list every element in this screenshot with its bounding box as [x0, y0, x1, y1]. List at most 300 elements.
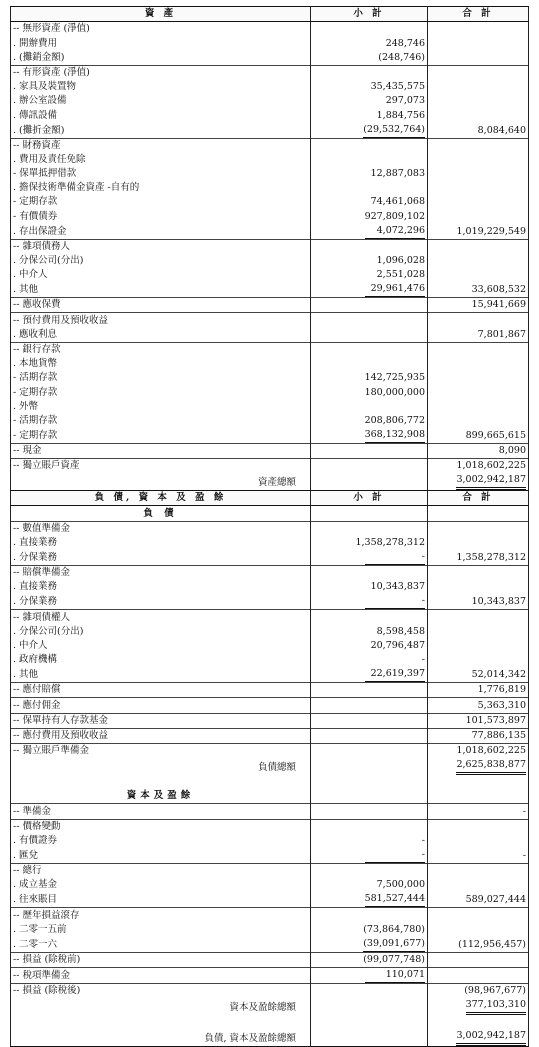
subtotal-value: (99,077,748) [363, 953, 425, 965]
subtotal-cell [311, 536, 428, 550]
subtotal-cell [311, 610, 428, 625]
row-label: -- 雜項債權人 [11, 610, 311, 625]
subtotal-cell [311, 848, 428, 864]
total-cell [428, 594, 529, 610]
row-label: . 中介人 [11, 268, 311, 282]
table-row [11, 998, 529, 1015]
liabilities-section [11, 491, 529, 1047]
row-label: . 有價證券 [11, 834, 311, 848]
subtotal-cell [311, 428, 428, 444]
row-label: . 傳訊設備 [11, 108, 311, 122]
subtotal-cell [311, 1015, 428, 1029]
subtotal-cell [311, 923, 428, 937]
row-label: 資本及盈餘 [11, 789, 311, 804]
subtotal-value: 110,071 [365, 968, 425, 983]
row-label: . 費用及責任免除 [11, 153, 311, 167]
table-row [11, 683, 529, 698]
subtotal-cell [311, 224, 428, 240]
table-row [11, 22, 529, 37]
row-label: . 往來賬目 [11, 892, 311, 908]
subtotal-value: 7,500,000 [376, 879, 425, 891]
subtotal-cell [311, 123, 428, 139]
table-row [11, 775, 529, 789]
table-row [11, 209, 529, 223]
total-cell [428, 521, 529, 536]
subtotal-cell [311, 594, 428, 610]
subtotal-value: (39,091,677) [363, 937, 425, 952]
total-cell [428, 195, 529, 209]
row-label: . 分保業務 [11, 550, 311, 566]
subtotal-value: 8,598,458 [376, 625, 425, 637]
table-row [11, 181, 529, 195]
total-cell [428, 328, 529, 343]
row-label: . 辦公室設備 [11, 94, 311, 108]
total-value: 899,665,615 [465, 429, 526, 441]
row-label: . 應收利息 [11, 328, 311, 343]
subtotal-cell [311, 282, 428, 298]
subtotal-cell [311, 743, 428, 758]
table-row [11, 864, 529, 879]
subtotal-cell [311, 819, 428, 834]
subtotal-cell [311, 728, 428, 743]
row-label: -- 財務資產 [11, 138, 311, 153]
total-value: 77,886,135 [471, 729, 526, 741]
total-value: 1,018,602,225 [456, 460, 526, 472]
table-row [11, 371, 529, 385]
subtotal-cell [311, 209, 428, 223]
total-cell [428, 313, 529, 328]
subtotal-cell [311, 1029, 428, 1047]
table-row [11, 819, 529, 834]
subtotal-cell [311, 371, 428, 385]
row-label: . 直接業務 [11, 580, 311, 594]
table-row [11, 80, 529, 94]
total-value: 1,776,819 [477, 684, 526, 696]
row-label: . 外幣 [11, 400, 311, 414]
total-cell [428, 298, 529, 313]
row-label: - 活期存款 [11, 414, 311, 428]
subtotal-value: 35,435,575 [370, 81, 425, 93]
subtotal-cell [311, 254, 428, 268]
table-row [11, 834, 529, 848]
row-label: . 二零一六 [11, 937, 311, 953]
subtotal-cell [311, 580, 428, 594]
row-label: . 分保公司(分出) [11, 254, 311, 268]
subtotal-cell [311, 328, 428, 343]
table-row [11, 698, 529, 713]
total-cell [428, 804, 529, 819]
row-label: . 直接業務 [11, 536, 311, 550]
row-label: . 成立基金 [11, 878, 311, 892]
total-cell [428, 65, 529, 80]
table-row [11, 878, 529, 892]
row-label: -- 銀行存款 [11, 342, 311, 357]
subtotal-value: 4,072,296 [365, 224, 425, 239]
table-row [11, 937, 529, 953]
table-row [11, 94, 529, 108]
total-heading: 合 計 [428, 7, 529, 22]
assets-section [11, 7, 529, 491]
table-row [11, 728, 529, 743]
subtotal-cell [311, 521, 428, 536]
subtotal-cell [311, 998, 428, 1015]
total-cell [428, 209, 529, 223]
row-label: . 擔保技術準備金資產 -自有的 [11, 181, 311, 195]
total-cell [428, 1029, 529, 1047]
row-label: -- 雜項債務人 [11, 239, 311, 254]
row-label: - 定期存款 [11, 385, 311, 399]
total-value: 52,014,342 [471, 669, 526, 681]
subtotal-cell [311, 108, 428, 122]
table-row [11, 459, 529, 474]
table-row [11, 65, 529, 80]
total-cell [428, 580, 529, 594]
total-value: 7,801,867 [477, 328, 526, 340]
total-cell [428, 342, 529, 357]
total-cell [428, 639, 529, 653]
subtotal-cell [311, 937, 428, 953]
total-cell [428, 937, 529, 953]
subtotal-cell [311, 952, 428, 967]
subtotal-cell [311, 639, 428, 653]
subtotal-value: 297,073 [385, 95, 425, 107]
total-value: 33,608,532 [471, 284, 526, 296]
subtotal-value: - [421, 654, 425, 666]
total-cell [428, 653, 529, 667]
row-label: . (攤折金額) [11, 123, 311, 139]
subtotal-value: 10,343,837 [370, 581, 425, 593]
row-label: - 活期存款 [11, 371, 311, 385]
total-value: - [522, 805, 526, 817]
total-value: 8,090 [498, 445, 526, 457]
liabilities-subheader-row [11, 506, 529, 521]
subtotal-value: 927,809,102 [364, 210, 425, 222]
subtotal-cell [311, 51, 428, 66]
table-row [11, 224, 529, 240]
total-cell [428, 51, 529, 66]
subtotal-cell [311, 698, 428, 713]
row-label: . 家具及裝置物 [11, 80, 311, 94]
subtotal-cell [311, 138, 428, 153]
subtotal-value: - [365, 848, 425, 863]
row-label: -- 歷年損益滾存 [11, 908, 311, 923]
table-row [11, 550, 529, 566]
subtotal-cell [311, 268, 428, 282]
total-value: (98,967,677) [464, 985, 526, 997]
total-cell [428, 728, 529, 743]
total-value: 8,084,640 [477, 124, 526, 136]
subtotal-heading: 小 計 [311, 491, 428, 506]
total-cell [428, 878, 529, 892]
subtotal-cell [311, 181, 428, 195]
total-cell [428, 758, 529, 775]
table-row [11, 153, 529, 167]
subtotal-cell [311, 550, 428, 566]
subtotal-cell [311, 667, 428, 683]
total-cell [428, 1015, 529, 1029]
subtotal-cell [311, 713, 428, 728]
table-row [11, 357, 529, 371]
subtotal-cell [311, 864, 428, 879]
subtotal-cell [311, 804, 428, 819]
table-row [11, 758, 529, 775]
table-row [11, 342, 529, 357]
total-cell [428, 789, 529, 804]
subtotal-cell [311, 342, 428, 357]
total-cell [428, 473, 529, 491]
table-row [11, 952, 529, 967]
total-cell [428, 683, 529, 698]
table-row [11, 1029, 529, 1047]
total-value: 1,358,278,312 [456, 552, 526, 563]
total-cell [428, 167, 529, 181]
subtotal-value: 12,887,083 [370, 168, 425, 180]
table-row [11, 298, 529, 313]
subtotal-value: (248,746) [378, 51, 425, 63]
subtotal-value: 180,000,000 [364, 386, 425, 398]
subtotal-cell [311, 80, 428, 94]
total-cell [428, 459, 529, 474]
table-row [11, 138, 529, 153]
subtotal-value: 22,619,397 [365, 667, 425, 682]
row-label: -- 損益 (除稅後) [11, 983, 311, 998]
table-row [11, 594, 529, 610]
subtotal-value: 29,961,476 [365, 282, 425, 297]
table-row [11, 653, 529, 667]
subtotal-cell [311, 94, 428, 108]
table-row [11, 892, 529, 908]
total-value: 3,002,942,187 [456, 473, 526, 490]
subtotal-value: - [365, 594, 425, 609]
subtotal-value: 248,746 [385, 37, 425, 49]
table-row [11, 123, 529, 139]
total-cell [428, 610, 529, 625]
total-cell [428, 848, 529, 864]
assets-header-row [11, 7, 529, 22]
total-cell [428, 268, 529, 282]
total-heading: 合 計 [428, 491, 529, 506]
total-cell [428, 428, 529, 444]
subtotal-cell [311, 967, 428, 983]
table-row [11, 639, 529, 653]
total-value: (112,956,457) [458, 938, 526, 950]
subtotal-value: 2,551,028 [376, 269, 425, 281]
total-cell [428, 819, 529, 834]
total-value: 3,002,942,187 [456, 1029, 526, 1046]
total-value: 589,027,444 [465, 894, 526, 906]
row-label: . 二零一五前 [11, 923, 311, 937]
table-row [11, 908, 529, 923]
subtotal-cell [311, 459, 428, 474]
total-cell [428, 713, 529, 728]
table-row [11, 473, 529, 491]
total-cell [428, 239, 529, 254]
table-row [11, 328, 529, 343]
subtotal-value: (29,532,764) [363, 123, 425, 138]
row-label: . 本地貨幣 [11, 357, 311, 371]
total-cell [428, 536, 529, 550]
total-cell [428, 983, 529, 998]
row-label: - 有價債券 [11, 209, 311, 223]
subtotal-value: 20,796,487 [370, 639, 425, 651]
row-label: . 其他 [11, 667, 311, 683]
row-label: -- 應付費用及預收收益 [11, 728, 311, 743]
subtotal-cell [311, 653, 428, 667]
table-row [11, 268, 529, 282]
table-row [11, 848, 529, 864]
total-cell [428, 357, 529, 371]
subtotal-cell [311, 683, 428, 698]
total-cell [428, 775, 529, 789]
liabilities-header-row [11, 491, 529, 506]
liabilities-heading: 負 債, 資 本 及 盈 餘 [11, 491, 311, 506]
total-cell [428, 108, 529, 122]
row-label: . 中介人 [11, 639, 311, 653]
total-cell [428, 743, 529, 758]
subtotal-cell [311, 153, 428, 167]
total-value: 101,573,897 [465, 714, 526, 726]
table-row [11, 195, 529, 209]
table-row [11, 239, 529, 254]
row-label: -- 獨立賬戶資產 [11, 459, 311, 474]
total-cell [428, 138, 529, 153]
liabilities-subheading: 負 債 [11, 506, 311, 521]
subtotal-cell [311, 414, 428, 428]
subtotal-cell [311, 65, 428, 80]
row-label: - 定期存款 [11, 195, 311, 209]
row-label: -- 損益 (除稅前) [11, 952, 311, 967]
row-label: - 定期存款 [11, 428, 311, 444]
subtotal-cell [311, 239, 428, 254]
row-label: . 其他 [11, 282, 311, 298]
table-row [11, 443, 529, 458]
total-cell [428, 22, 529, 37]
subtotal-cell [311, 195, 428, 209]
total-cell [428, 698, 529, 713]
table-row [11, 610, 529, 625]
total-value: 5,363,310 [477, 699, 526, 711]
row-label: 資產總額 [11, 473, 311, 491]
row-label [11, 775, 311, 789]
total-cell [428, 908, 529, 923]
subtotal-value: 581,527,444 [365, 892, 425, 907]
subtotal-cell [311, 789, 428, 804]
row-label: . 分保公司(分出) [11, 625, 311, 639]
subtotal-cell [311, 400, 428, 414]
table-row [11, 282, 529, 298]
subtotal-cell [311, 983, 428, 998]
table-row [11, 667, 529, 683]
row-label [11, 1015, 311, 1029]
table-row [11, 580, 529, 594]
row-label: -- 應付賠償 [11, 683, 311, 698]
row-label: 負債總額 [11, 758, 311, 775]
table-row [11, 625, 529, 639]
row-label: -- 現金 [11, 443, 311, 458]
total-value: - [522, 850, 526, 861]
row-label: -- 應付佣金 [11, 698, 311, 713]
subtotal-cell [311, 36, 428, 50]
row-label: . 匯兌 [11, 848, 311, 864]
total-cell [428, 224, 529, 240]
row-label: -- 總行 [11, 864, 311, 879]
table-row [11, 804, 529, 819]
table-row [11, 521, 529, 536]
total-cell [428, 385, 529, 399]
table-row [11, 313, 529, 328]
subtotal-cell [311, 22, 428, 37]
total-cell [428, 967, 529, 983]
subtotal-cell [311, 892, 428, 908]
balance-sheet-table [10, 6, 529, 1047]
row-label: -- 獨立賬戶準備金 [11, 743, 311, 758]
total-cell [428, 952, 529, 967]
total-cell [428, 400, 529, 414]
table-row [11, 983, 529, 998]
total-value: 1,018,602,225 [456, 745, 526, 757]
total-cell [428, 80, 529, 94]
subtotal-value: (73,864,780) [363, 923, 425, 935]
subtotal-heading: 小 計 [311, 7, 428, 22]
total-cell [428, 923, 529, 937]
total-cell [428, 371, 529, 385]
total-cell [428, 625, 529, 639]
total-value: 10,343,837 [471, 596, 526, 608]
subtotal-cell [311, 625, 428, 639]
table-row [11, 108, 529, 122]
row-label: -- 數值準備金 [11, 521, 311, 536]
total-value: 15,941,669 [471, 299, 526, 311]
table-row [11, 923, 529, 937]
row-label: - 保單抵押借款 [11, 167, 311, 181]
total-cell [428, 414, 529, 428]
table-row [11, 167, 529, 181]
subtotal-value: 1,884,756 [376, 109, 425, 121]
subtotal-cell [311, 775, 428, 789]
table-row [11, 536, 529, 550]
total-cell [428, 667, 529, 683]
table-row [11, 967, 529, 983]
total-cell [428, 36, 529, 50]
total-value: 1,019,229,549 [456, 225, 526, 237]
subtotal-value: - [421, 835, 425, 846]
table-row [11, 385, 529, 399]
table-row [11, 428, 529, 444]
subtotal-cell [311, 834, 428, 848]
row-label: -- 價格變動 [11, 819, 311, 834]
total-cell [428, 834, 529, 848]
row-label: . 分保業務 [11, 594, 311, 610]
table-row [11, 566, 529, 581]
row-label: . 存出保證金 [11, 224, 311, 240]
assets-heading: 資 產 [11, 7, 311, 22]
subtotal-value: 142,725,935 [364, 372, 425, 384]
row-label: . 開辦費用 [11, 36, 311, 50]
subtotal-cell [311, 385, 428, 399]
subtotal-value: 208,806,772 [364, 414, 425, 426]
total-cell [428, 94, 529, 108]
total-cell [428, 443, 529, 458]
subtotal-cell [311, 357, 428, 371]
total-cell [428, 998, 529, 1015]
total-cell [428, 282, 529, 298]
table-row [11, 36, 529, 50]
table-row [11, 713, 529, 728]
row-label: . (攤銷金額) [11, 51, 311, 66]
total-value: 2,625,838,877 [456, 758, 526, 775]
total-cell [428, 123, 529, 139]
subtotal-value: - [365, 550, 425, 565]
